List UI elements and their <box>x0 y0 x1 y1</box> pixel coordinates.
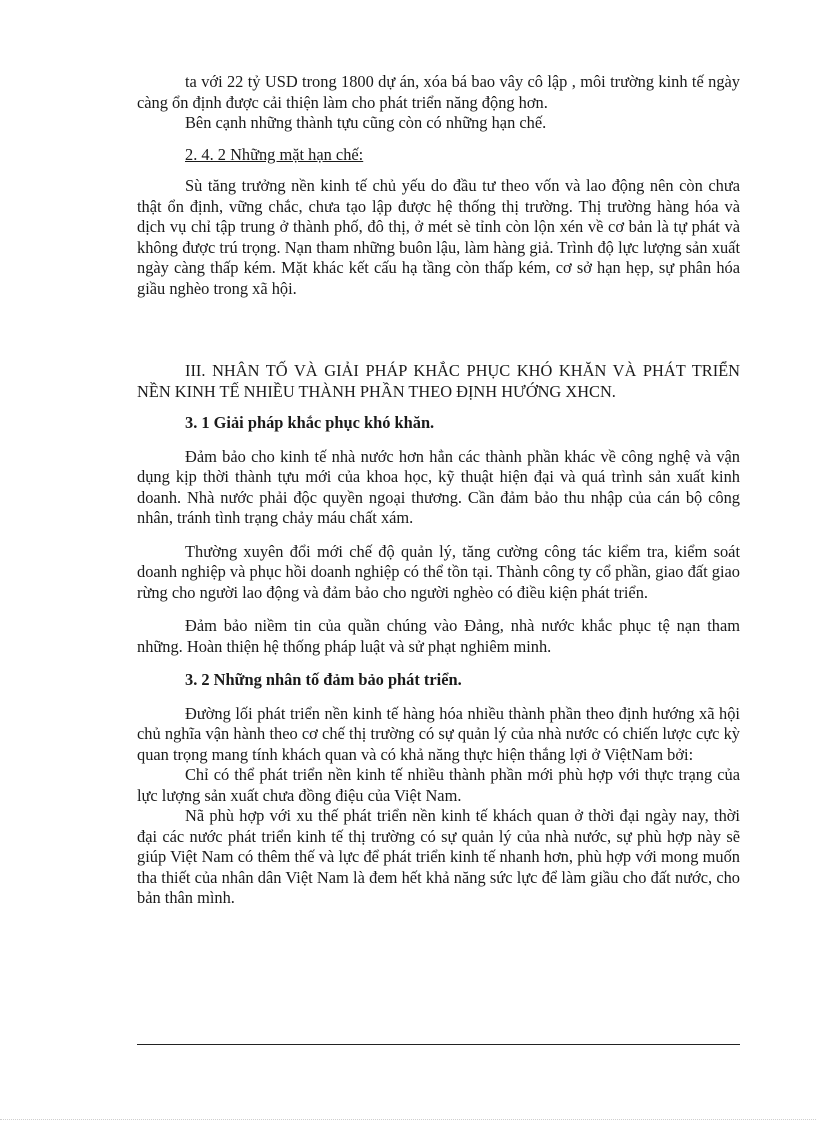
heading-solutions: 3. 1 Giải pháp khắc phục khó khăn. <box>185 413 435 432</box>
section-title: III. NHÂN TỐ VÀ GIẢI PHÁP KHẮC PHỤC KHÓ KHĂN VÀ PHÁT TRIỂN NỀN KINH TẾ NHIỀU THÀNH PHẦN THEO ĐỊNH HƯỚNG XHCN. <box>137 361 740 401</box>
subheading-limitations: 2. 4. 2 Những mặt hạn chế: <box>185 144 364 164</box>
paragraph: Thường xuyên đổi mới chế độ quản lý, tăng cường công tác kiểm tra, kiểm soát doanh nghiệp và phục hồi doanh nghiệp có thể tồn tại. Thành công ty cổ phần, giao đất giao rừng cho người lao động và đảm bảo cho người nghèo có điều kiện phát triển. <box>137 541 740 602</box>
paragraph: Chỉ có thể phát triển nền kinh tế nhiều thành phần mới phù hợp với thực trạng của lực lượng sản xuất chưa đồng điệu của Việt Nam. <box>137 765 740 805</box>
paragraph: Nã phù hợp với xu thế phát triển nền kinh tế khách quan ở thời đại ngày nay, thời đại các nước phát triển kinh tế thị trường có sự quản lý của nhà nước, sự phù hợp này sẽ giúp Việt Nam có thêm thế và lực để phát triển kinh tế nhanh hơn, phù hợp với mong muốn tha thiết của nhân dân Việt Nam là đem hết khả năng sức lực để làm giầu cho đất nước, cho bản thân mình. <box>137 806 740 907</box>
document-body <box>137 72 740 909</box>
footer-rule <box>137 1044 740 1045</box>
heading-factors: 3. 2 Những nhân tố đảm bảo phát triển. <box>185 670 462 689</box>
paragraph: Đường lối phát triển nền kinh tế hàng hóa nhiều thành phần theo định hướng xã hội chủ nghĩa vận hành theo cơ chế thị trường có sự quản lý của nhà nước có chiến lược cực kỳ quan trọng mang tính khách quan và có khả năng thực hiện thắng lợi ở ViệtNam bởi: <box>137 703 740 764</box>
paragraph: ta với 22 tỷ USD trong 1800 dự án, xóa bá bao vây cô lập , môi trường kinh tế ngày càng ổn định được cải thiện làm cho phát triển năng động hơn. <box>137 72 740 112</box>
page-boundary-line <box>0 1119 816 1120</box>
paragraph: Sù tăng trưởng nền kinh tế chủ yếu do đầu tư theo vốn và lao động nên còn chưa thật ổn định, vững chắc, chưa tạo lập được hệ thống thị trường. Thị trường hàng hóa và dịch vụ chỉ tập trung ở thành phố, đô thị, ở mét sè tỉnh còn lộn xén về cơ bản là tự phát và không được trú trọng. Nạn tham những buôn lậu, làm hàng giả. Trình độ lực lượng sản xuất ngày càng thấp kém. Mặt khác kết cấu hạ tầng còn thấp kém, cơ sở hạn hẹp, sự phân hóa giầu nghèo trong xã hội. <box>137 176 740 298</box>
paragraph: Bên cạnh những thành tựu cũng còn có những hạn chế. <box>185 113 547 132</box>
paragraph: Đảm bảo cho kinh tế nhà nước hơn hẳn các thành phần khác về công nghệ và vận dụng kịp thời thành tựu mới của khoa học, kỹ thuật hiện đại và quá trình sản xuất kinh doanh. Nhà nước phải độc quyền ngoại thương. Cần đảm bảo thu nhập của cán bộ công nhân, tránh tình trạng chảy máu chất xám. <box>137 446 740 527</box>
paragraph: Đảm bảo niềm tin của quần chúng vào Đảng, nhà nước khắc phục tệ nạn tham những. Hoàn thiện hệ thống pháp luật và sử phạt nghiêm minh. <box>137 616 740 656</box>
